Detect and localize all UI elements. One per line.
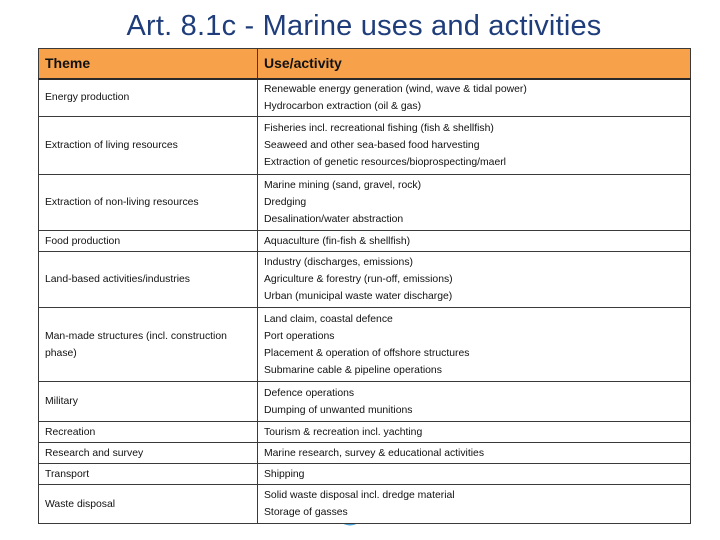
theme-label: Recreation (45, 426, 96, 438)
use-activity-cell (258, 308, 691, 382)
theme-cell (39, 308, 258, 382)
theme-label: Extraction of living resources (45, 140, 178, 151)
use-activity-item: Urban (municipal waste water discharge) (264, 291, 453, 302)
table-header-row (39, 49, 691, 79)
use-activity-cell (258, 422, 691, 443)
theme-label: Man-made structures (incl. construction phase) (45, 330, 227, 359)
use-activity-item: Agriculture & forestry (run-off, emissions) (264, 274, 453, 285)
table-row (39, 117, 691, 175)
theme-cell (39, 79, 258, 117)
theme-cell (39, 117, 258, 175)
theme-cell (39, 485, 258, 524)
use-activity-item: Industry (discharges, emissions) (264, 257, 413, 268)
use-activity-cell (258, 485, 691, 524)
theme-cell (39, 252, 258, 308)
theme-label: Land-based activities/industries (45, 274, 190, 285)
use-activity-item: Extraction of genetic resources/bioprospecting/maerl (264, 157, 506, 168)
header-theme: Theme (39, 49, 258, 79)
use-activity-cell (258, 117, 691, 175)
theme-cell (39, 443, 258, 464)
theme-label: Energy production (45, 92, 130, 104)
use-activity-item: Marine research, survey & educational activities (264, 447, 485, 459)
theme-label: Waste disposal (45, 498, 116, 510)
use-activity-item: Marine mining (sand, gravel, rock) (264, 180, 422, 191)
use-activity-item: Storage of gasses (264, 507, 348, 518)
use-activity-item: Tourism & recreation incl. yachting (264, 426, 423, 438)
theme-cell (39, 422, 258, 443)
use-activity-item: Land claim, coastal defence (264, 313, 393, 325)
use-activity-item: Desalination/water abstraction (264, 214, 404, 225)
theme-cell (39, 175, 258, 231)
use-activity-item: Port operations (264, 330, 335, 342)
use-activity-item: Dredging (264, 197, 307, 208)
use-activity-item: Fisheries incl. recreational fishing (fish & shellfish) (264, 123, 494, 134)
use-activity-item: Renewable energy generation (wind, wave & tidal power) (264, 83, 527, 95)
table-row (39, 485, 691, 524)
theme-label: Research and survey (45, 447, 144, 459)
use-activity-cell (258, 464, 691, 485)
use-activity-cell (258, 175, 691, 231)
use-activity-item: Seaweed and other sea-based food harvesting (264, 140, 480, 151)
use-activity-item: Hydrocarbon extraction (oil & gas) (264, 100, 422, 112)
table-row (39, 308, 691, 382)
theme-cell (39, 382, 258, 422)
header-use-activity: Use/activity (258, 49, 691, 79)
use-activity-item: Placement & operation of offshore structures (264, 347, 470, 359)
table-row (39, 422, 691, 443)
use-activity-item: Defence operations (264, 387, 355, 399)
table-row (39, 443, 691, 464)
theme-cell (39, 231, 258, 252)
use-activity-cell (258, 252, 691, 308)
use-activity-item: Aquaculture (fin-fish & shellfish) (264, 235, 411, 247)
table-row (39, 79, 691, 117)
use-activity-cell (258, 382, 691, 422)
use-activity-cell (258, 231, 691, 252)
table-row (39, 382, 691, 422)
table-row (39, 231, 691, 252)
theme-cell (39, 464, 258, 485)
theme-label: Transport (45, 468, 90, 480)
use-activity-item: Shipping (264, 468, 305, 480)
slide-title: Art. 8.1c - Marine uses and activities (126, 10, 602, 42)
table-row (39, 175, 691, 231)
use-activity-item: Solid waste disposal incl. dredge material (264, 490, 455, 501)
use-activity-cell (258, 443, 691, 464)
use-activity-cell (258, 79, 691, 117)
use-activity-item: Dumping of unwanted munitions (264, 404, 413, 416)
table-row (39, 252, 691, 308)
theme-label: Food production (45, 235, 121, 247)
use-activity-item: Submarine cable & pipeline operations (264, 364, 442, 376)
theme-label: Military (45, 396, 78, 407)
theme-label: Extraction of non-living resources (45, 197, 199, 208)
table-row (39, 464, 691, 485)
marine-uses-table (38, 48, 691, 524)
table-body (39, 79, 691, 524)
